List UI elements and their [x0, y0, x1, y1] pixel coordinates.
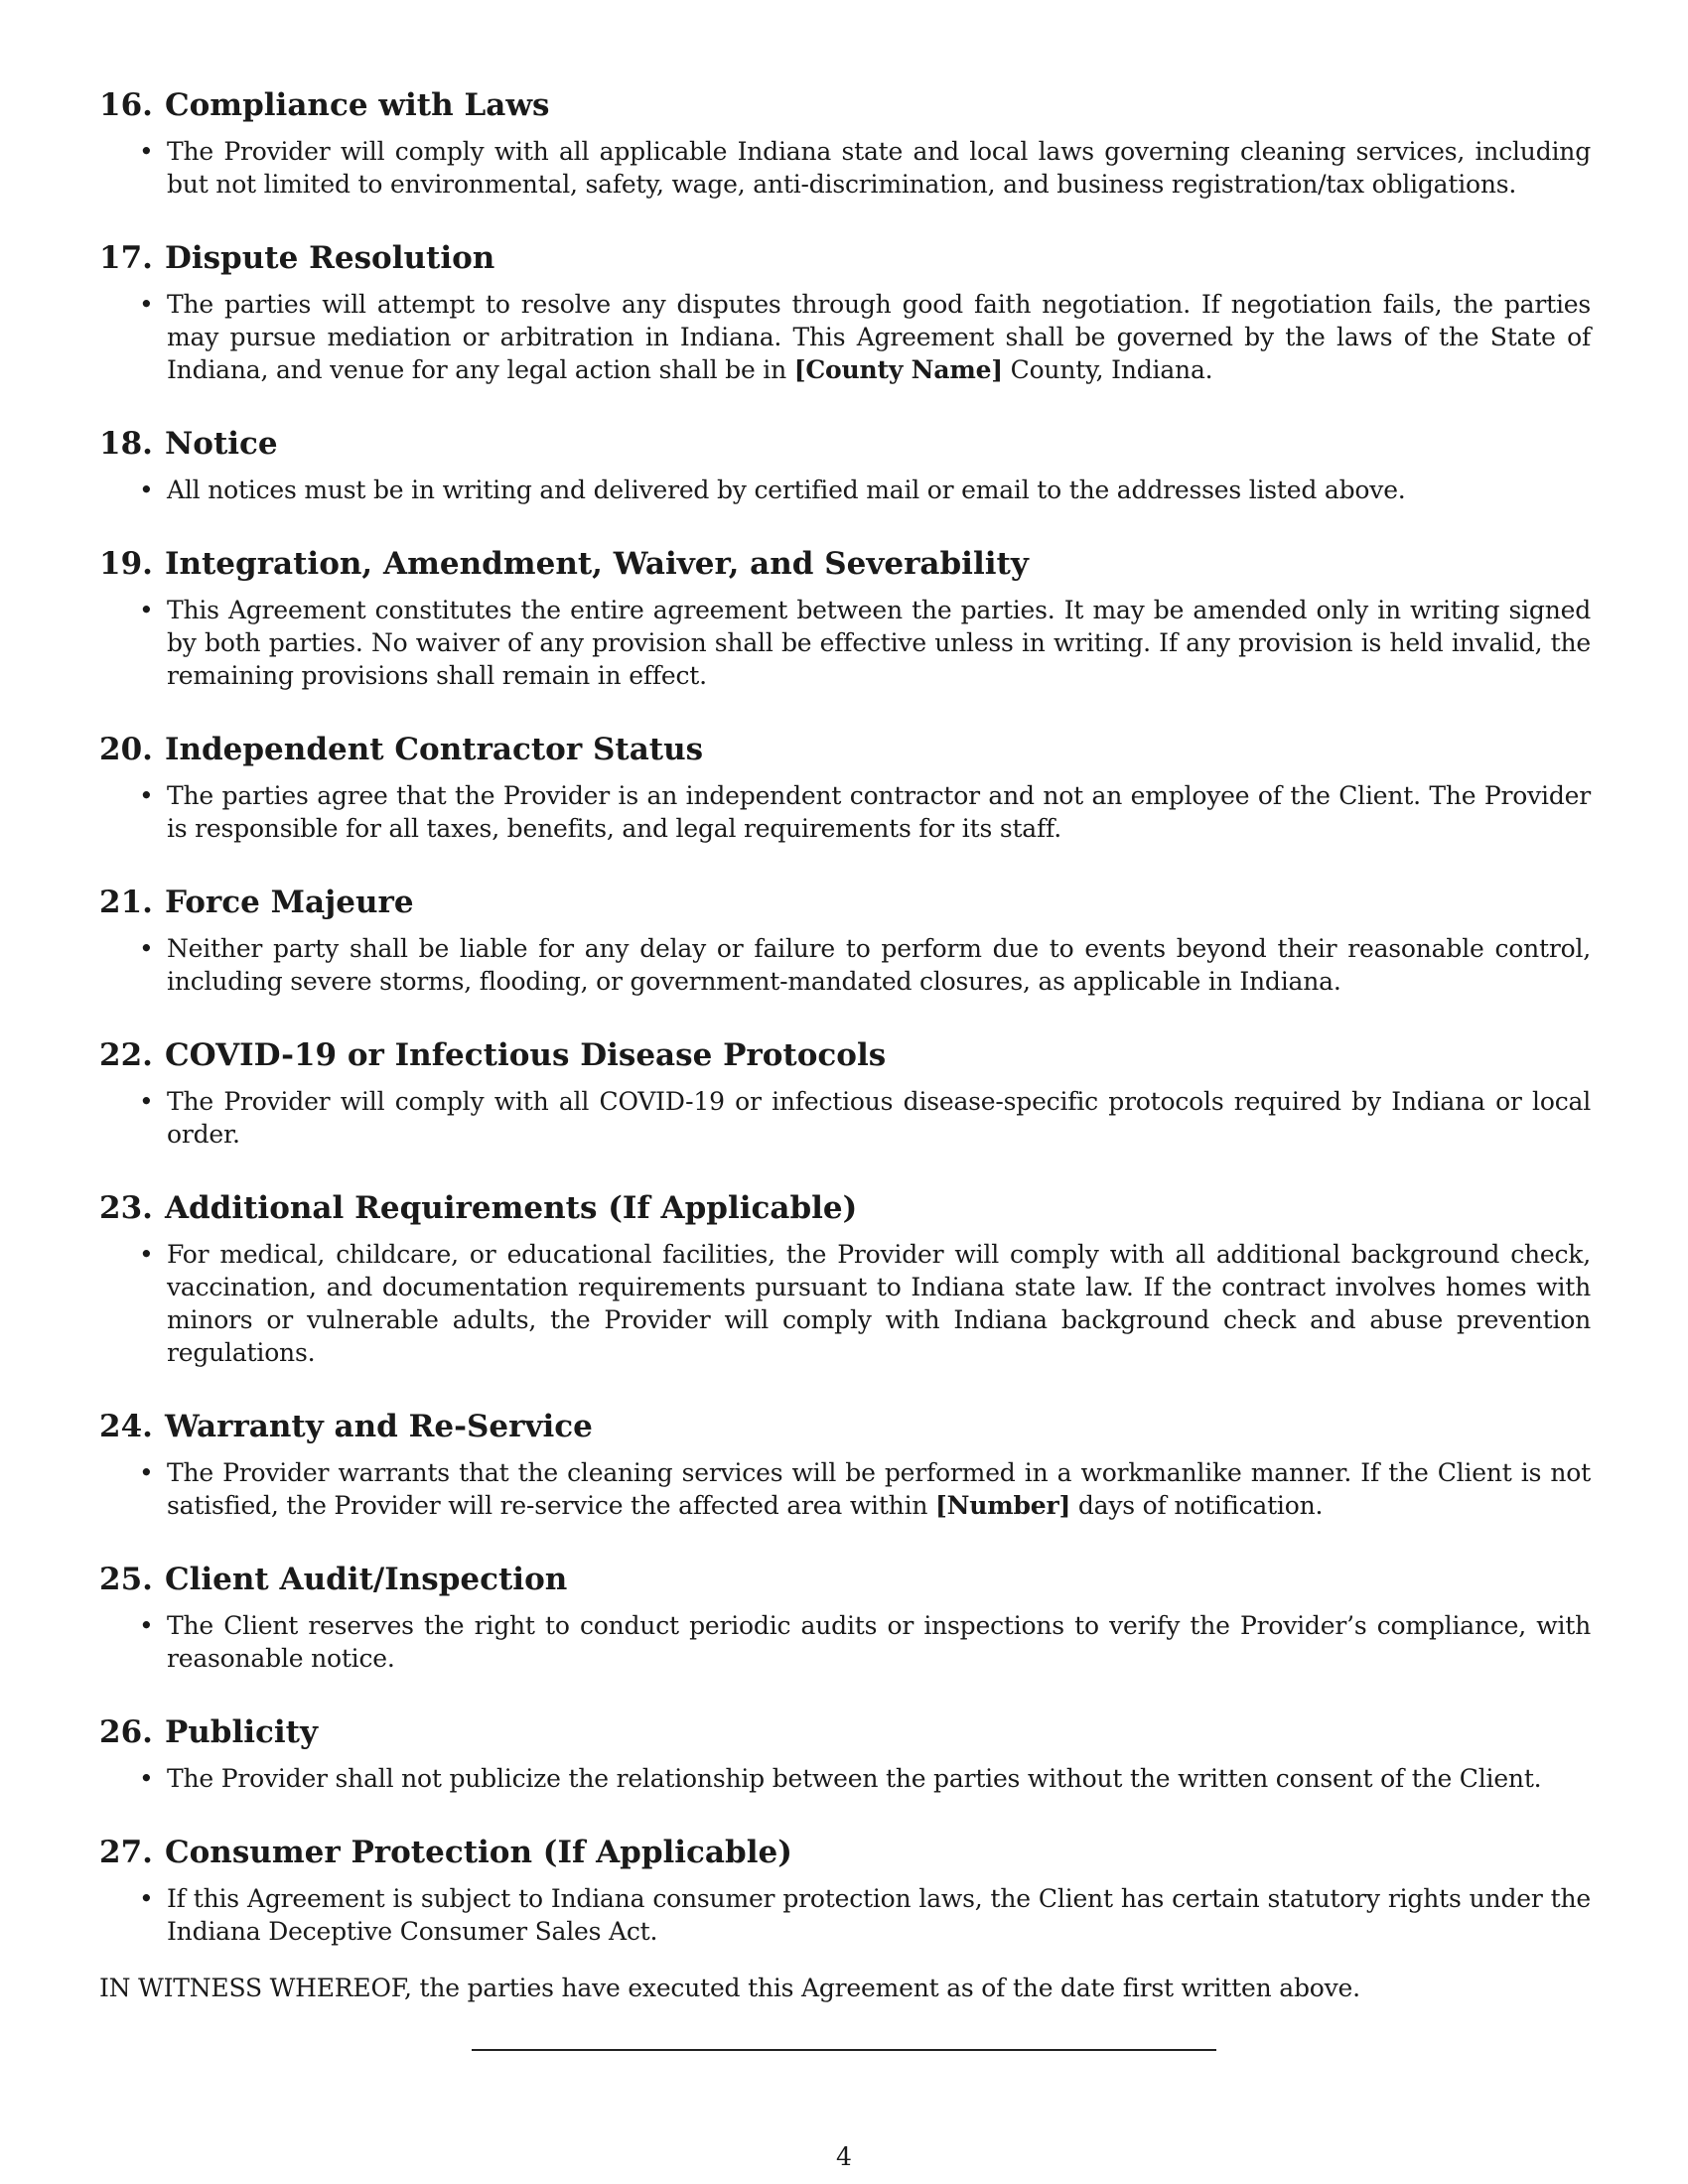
bullet-text: County, Indiana. [1002, 355, 1213, 384]
bullet-list [99, 474, 1591, 506]
section-number: 21. [99, 885, 153, 920]
bullet-item: • Neither party shall be liable for any delay or failure to perform due to events beyond their reasonable control, including severe storms, flooding, or government-mandated closures, as applicable in Indiana. [99, 932, 1591, 998]
witness-statement: IN WITNESS WHEREOF, the parties have executed this Agreement as of the date first written above. [99, 1974, 1360, 2002]
bullet-list [99, 1456, 1591, 1522]
bullet-text: The parties will attempt to resolve any disputes through good faith negotiation. If negotiation fails, the parties may pursue mediation or arbitration in Indiana. This Agreement shall be governed by the laws of the State of Indiana, and venue for any legal action shall be in [167, 290, 1591, 384]
section-heading [99, 1407, 1591, 1446]
section-21 [99, 883, 1591, 998]
section-25 [99, 1560, 1591, 1675]
bullet-list [99, 1762, 1591, 1795]
bullet-list [99, 135, 1591, 201]
bullet-list [99, 932, 1591, 998]
section-23 [99, 1188, 1591, 1369]
bullet-item: • For medical, childcare, or educational facilities, the Provider will comply with all additional background check, vaccination, and documentation requirements pursuant to Indiana state law. If the contract involves homes with minors or vulnerable adults, the Provider will comply with Indiana background check and abuse prevention regulations. [99, 1238, 1591, 1369]
section-title: Integration, Amendment, Waiver, and Severability [164, 546, 1029, 582]
section-number: 26. [99, 1714, 153, 1750]
section-number: 25. [99, 1562, 153, 1597]
section-heading [99, 883, 1591, 922]
section-20 [99, 730, 1591, 845]
bullet-item: • The Provider will comply with all applicable Indiana state and local laws governing cleaning services, including but not limited to environmental, safety, wage, anti-discrimination, and business registration/tax obligations. [99, 135, 1591, 201]
section-title: Publicity [164, 1714, 318, 1750]
bullet-list [99, 1882, 1591, 1948]
bullet-list [99, 1085, 1591, 1151]
bullet-item: • If this Agreement is subject to Indiana consumer protection laws, the Client has certain statutory rights under the Indiana Deceptive Consumer Sales Act. [99, 1882, 1591, 1948]
section-heading [99, 85, 1591, 125]
section-title: Notice [164, 426, 278, 462]
section-number: 20. [99, 732, 153, 767]
section-number: 16. [99, 87, 153, 123]
section-heading [99, 1712, 1591, 1752]
bullet-item: • The Provider will comply with all COVID-19 or infectious disease-specific protocols required by Indiana or local order. [99, 1085, 1591, 1151]
bullet-item [99, 288, 1591, 386]
section-16 [99, 85, 1591, 201]
section-title: Dispute Resolution [164, 240, 495, 276]
bullet-item: • All notices must be in writing and delivered by certified mail or email to the addresses listed above. [99, 474, 1591, 506]
section-number: 17. [99, 240, 153, 276]
section-17 [99, 238, 1591, 386]
bullet-list [99, 1238, 1591, 1369]
section-22 [99, 1035, 1591, 1151]
section-title: COVID-19 or Infectious Disease Protocols [164, 1037, 887, 1073]
bullet-item: • The Client reserves the right to conduct periodic audits or inspections to verify the Provider’s compliance, with reasonable notice. [99, 1609, 1591, 1675]
section-19 [99, 544, 1591, 692]
section-heading [99, 1188, 1591, 1228]
section-title: Additional Requirements (If Applicable) [164, 1190, 858, 1226]
bullet-list [99, 288, 1591, 386]
section-18 [99, 424, 1591, 506]
bullet-list [99, 1609, 1591, 1675]
section-heading [99, 544, 1591, 584]
bullet-item [99, 1456, 1591, 1522]
section-title: Client Audit/Inspection [164, 1562, 568, 1597]
section-number: 22. [99, 1037, 153, 1073]
section-title: Force Majeure [164, 885, 414, 920]
section-heading [99, 730, 1591, 769]
section-title: Warranty and Re-Service [164, 1409, 593, 1444]
section-heading [99, 238, 1591, 278]
section-heading [99, 1833, 1591, 1872]
bullet-text: days of notification. [1070, 1491, 1324, 1520]
section-number: 23. [99, 1190, 153, 1226]
section-number: 18. [99, 426, 153, 462]
number-placeholder: [Number] [935, 1491, 1071, 1520]
section-heading [99, 424, 1591, 464]
bullet-item: • This Agreement constitutes the entire agreement between the parties. It may be amended only in writing signed by both parties. No waiver of any provision shall be effective unless in writing. If any provision is held invalid, the remaining provisions shall remain in effect. [99, 594, 1591, 692]
bullet-text: The Provider warrants that the cleaning services will be performed in a workmanlike manner. If the Client is not satisfied, the Provider will re-service the affected area within [167, 1458, 1591, 1520]
bullet-item: • The parties agree that the Provider is an independent contractor and not an employee of the Client. The Provider is responsible for all taxes, benefits, and legal requirements for its staff. [99, 779, 1591, 845]
section-title: Consumer Protection (If Applicable) [164, 1835, 792, 1870]
document-body [99, 85, 1591, 2029]
county-name-placeholder: [County Name] [793, 355, 1003, 384]
section-heading [99, 1035, 1591, 1075]
signature-line [472, 2049, 1216, 2051]
section-number: 24. [99, 1409, 153, 1444]
section-title: Independent Contractor Status [164, 732, 704, 767]
section-title: Compliance with Laws [164, 87, 550, 123]
section-heading [99, 1560, 1591, 1599]
page-number: 4 [836, 2142, 852, 2171]
bullet-item: • The Provider shall not publicize the relationship between the parties without the written consent of the Client. [99, 1762, 1591, 1795]
bullet-list [99, 779, 1591, 845]
bullet-list [99, 594, 1591, 692]
section-number: 27. [99, 1835, 153, 1870]
section-number: 19. [99, 546, 153, 582]
section-27 [99, 1833, 1591, 1948]
section-24 [99, 1407, 1591, 1522]
section-26 [99, 1712, 1591, 1795]
